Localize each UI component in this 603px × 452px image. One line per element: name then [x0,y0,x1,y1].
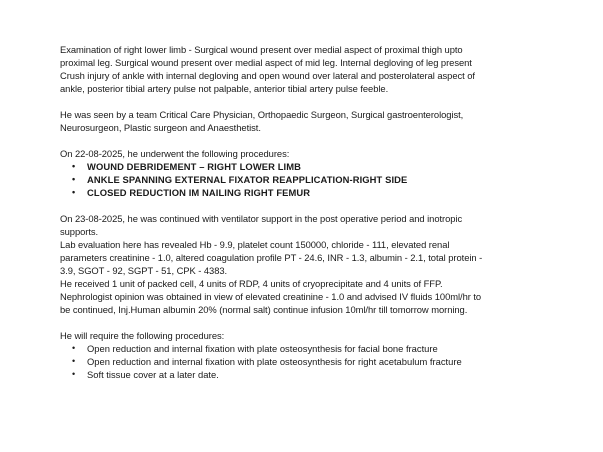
paragraph-gap [60,316,563,329]
text-line: ankle, posterior tibial artery pulse not palpable, anterior tibial artery pulse feeble. [60,83,389,94]
text-line: 3.9, SGOT - 92, SGPT - 51, CPK - 4383. [60,265,228,276]
text-line: On 23-08-2025, he was continued with ventilator support in the post operative period and inotropic [60,213,463,224]
text-line: Crush injury of ankle with internal degloving and open wound over lateral and posterolateral aspect of [60,70,475,81]
paragraph-gap [60,134,563,147]
list-item: • Open reduction and internal fixation with plate osteosynthesis for right acetabulum fracture [60,355,563,368]
list-item: • ANKLE SPANNING EXTERNAL FIXATOR REAPPLICATION-RIGHT SIDE [60,173,563,186]
procedures-required-intro: He will require the following procedures: [60,330,225,341]
text-line: proximal leg. Surgical wound present over medial aspect of mid leg. Internal degloving of leg present [60,57,472,68]
list-item: • Soft tissue cover at a later date. [60,368,563,381]
list-item: • Open reduction and internal fixation with plate osteosynthesis for facial bone fracture [60,342,563,355]
procedures-done-list [60,160,563,199]
text-line: be continued, Inj.Human albumin 20% (normal salt) continue infusion 10ml/hr till tomorrow morning. [60,304,468,315]
procedures-required-section [60,329,563,381]
paragraph-gap [60,199,563,212]
text-line: He was seen by a team Critical Care Physician, Orthopaedic Surgeon, Surgical gastroenterologist, [60,109,464,120]
procedures-required-list [60,342,563,381]
text-line: Examination of right lower limb - Surgical wound present over medial aspect of proximal thigh upto [60,44,463,55]
text-line: Lab evaluation here has revealed Hb - 9.9, platelet count 150000, chloride - 111, elevated renal [60,239,450,250]
text-line: parameters creatinine - 1.0, altered coagulation profile PT - 24.6, INR - 1.3, albumin - 2.1, total protein - [60,252,483,263]
list-item: • WOUND DEBRIDEMENT – RIGHT LOWER LIMB [60,160,563,173]
procedures-done-intro: On 22-08-2025, he underwent the following procedures: [60,148,290,159]
text-line: supports. [60,226,99,237]
list-item: • CLOSED REDUCTION IM NAILING RIGHT FEMUR [60,186,563,199]
post-op-paragraph [60,212,563,316]
team-paragraph [60,108,563,134]
examination-paragraph [60,43,563,95]
paragraph-gap [60,95,563,108]
procedures-done-section [60,147,563,199]
text-line: He received 1 unit of packed cell, 4 units of RDP, 4 units of cryoprecipitate and 4 units of FFP. [60,278,443,289]
text-line: Nephrologist opinion was obtained in view of elevated creatinine - 1.0 and advised IV fluids 100ml/hr to [60,291,482,302]
text-line: Neurosurgeon, Plastic surgeon and Anaesthetist. [60,122,261,133]
